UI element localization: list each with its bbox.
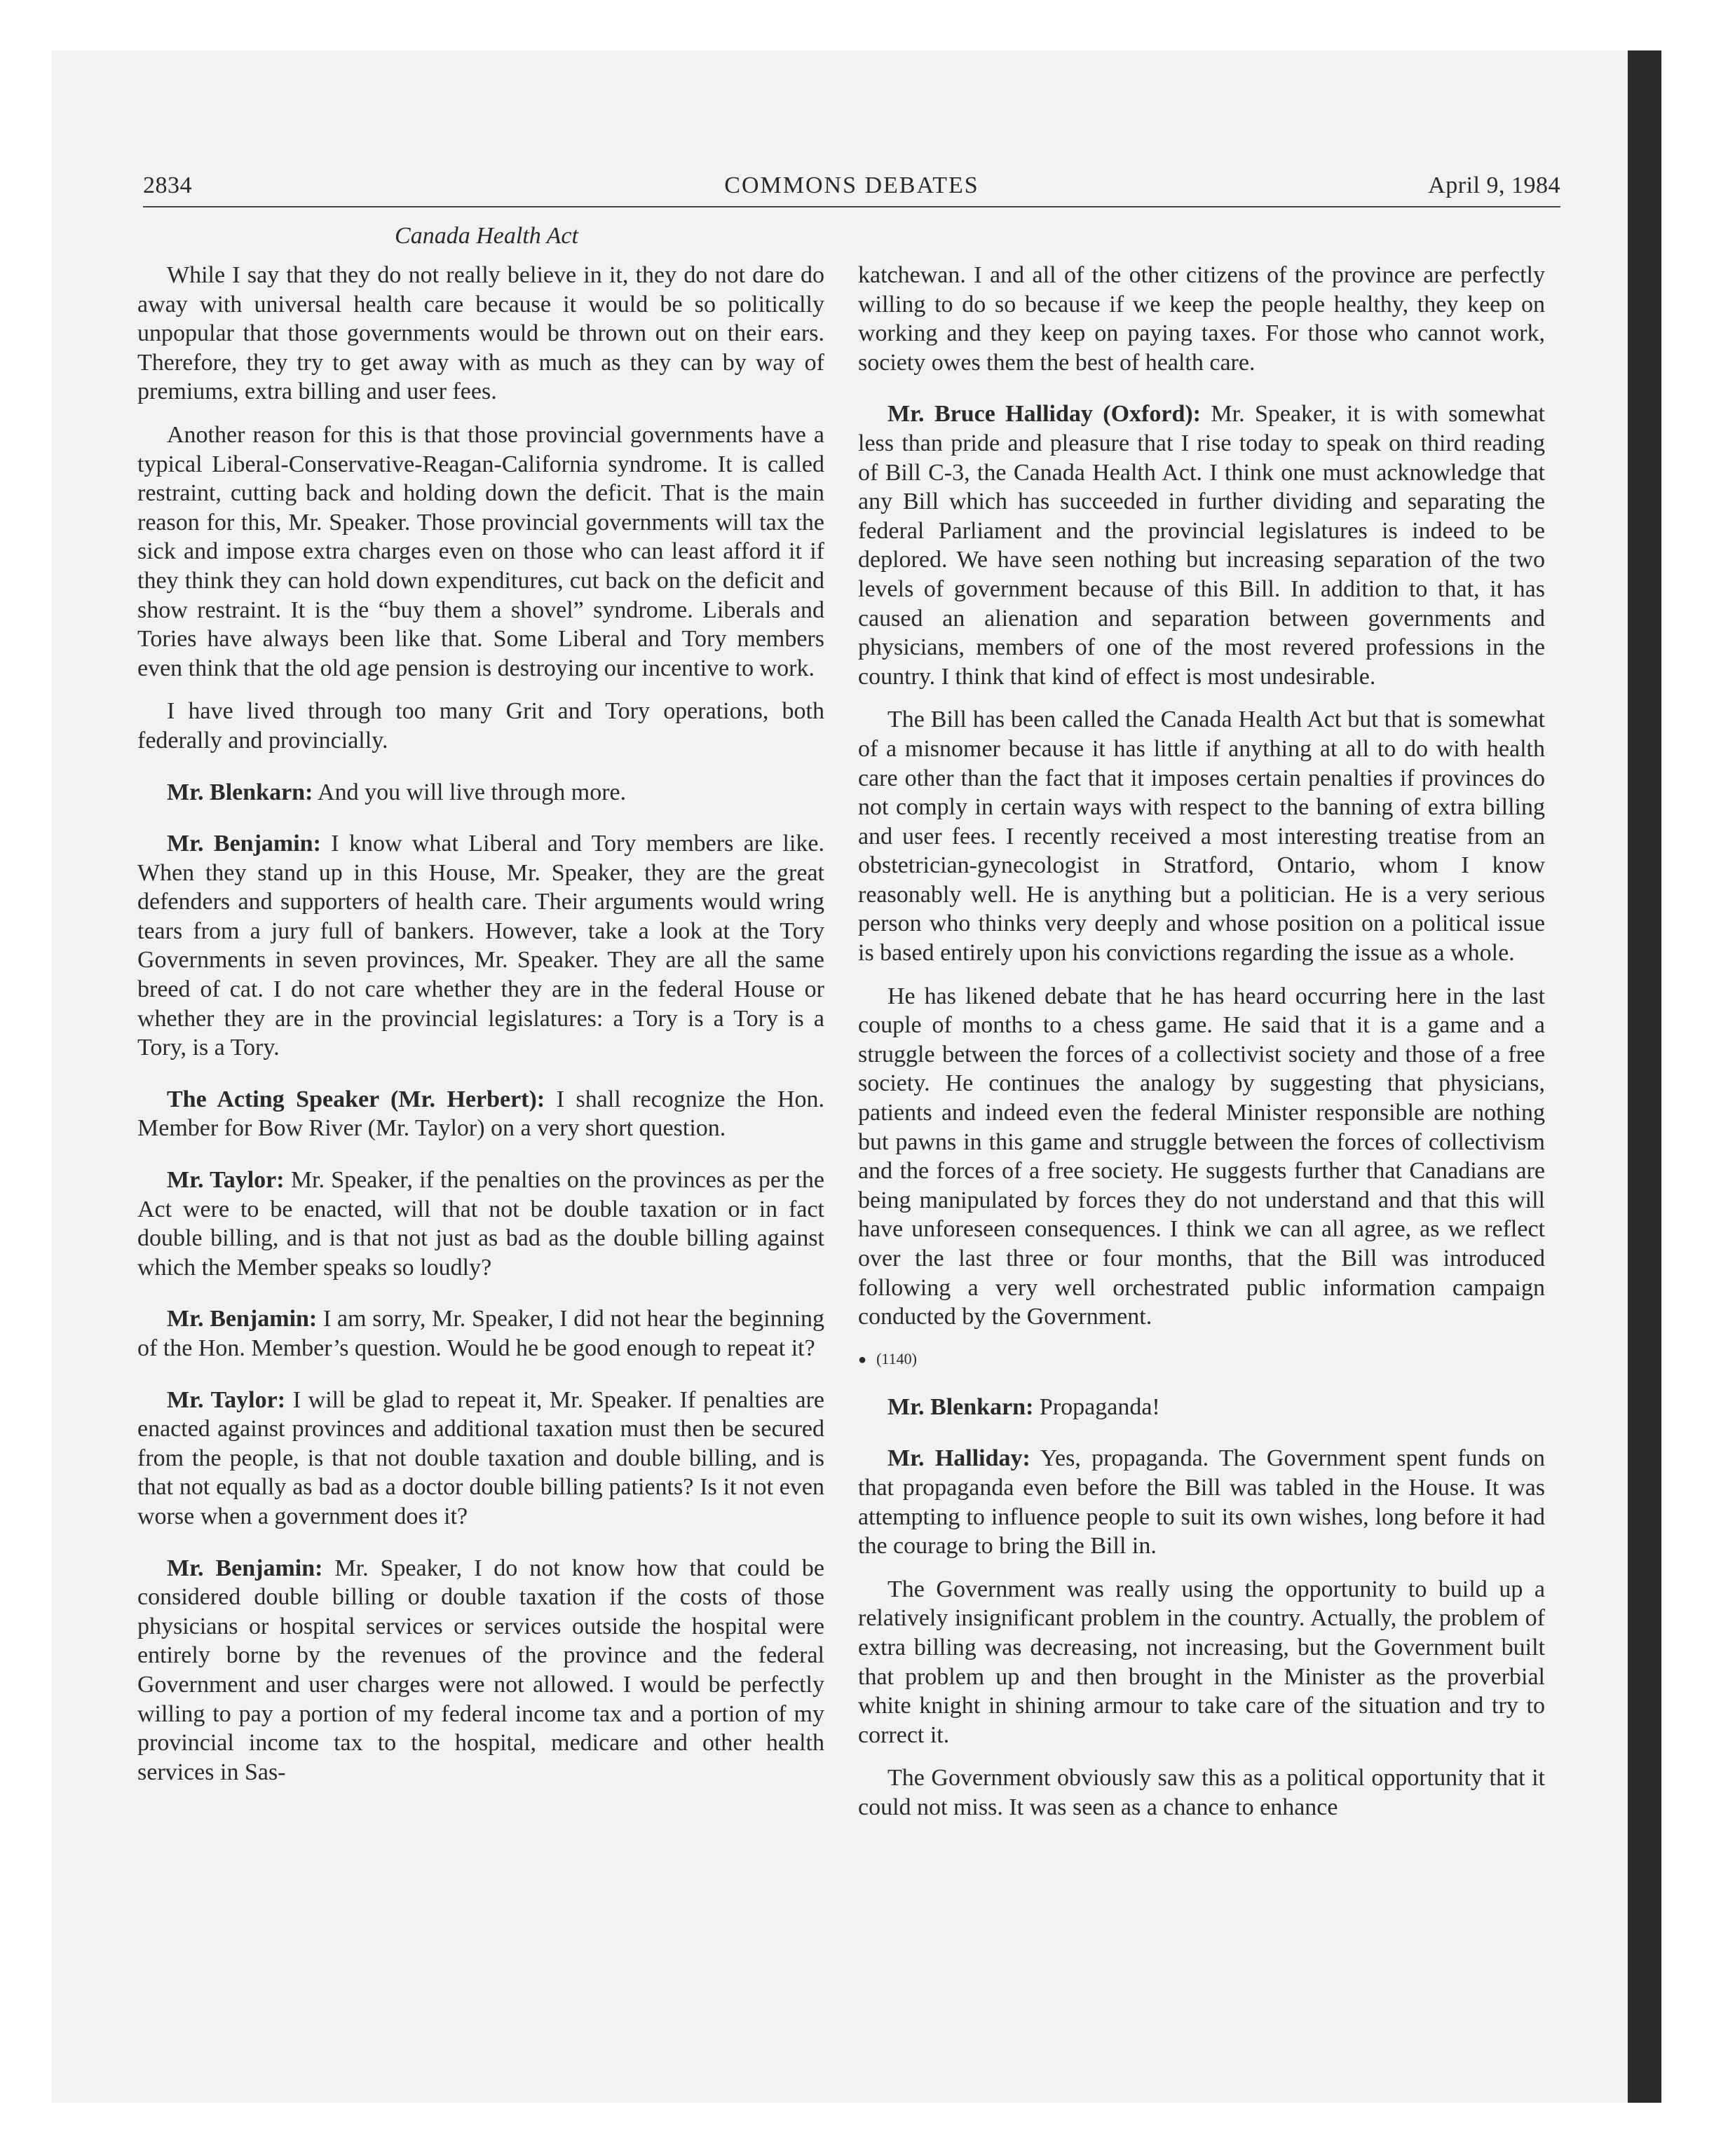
speech: Mr. Bruce Halliday (Oxford): Mr. Speaker, it is with somewhat less than pride and pleasure that I rise today to speak on third reading of Bill C-3, the Canada Health Act. I think one must acknowledge that any Bill which has succeeded in further dividing and separating the federal Parliament and the provincial legislatures is indeed to be deplored. We have seen nothing but increasing separation of the two levels of government because of this Bill. In addition to that, it has caused an alienation and separation between governments and physicians, members of one of the most revered professions in the country. I think that kind of effect is most undesirable. (858, 401, 1545, 690)
speaker-name: Mr. Benjamin: (167, 1306, 318, 1332)
speech: Mr. Taylor: Mr. Speaker, if the penalties on the provinces as per the Act were to be enacted, will that not be double taxation or in fact double billing, and is that not just as bad as the double billing against which the Member speaks so loudly? (137, 1167, 825, 1281)
speaker-name: Mr. Halliday: (887, 1445, 1030, 1472)
speech: The Acting Speaker (Mr. Herbert): I shall recognize the Hon. Member for Bow River (Mr. Taylor) on a very short question. (137, 1086, 825, 1142)
paragraph: While I say that they do not really believe in it, they do not dare do away with universal health care because it would be so politically unpopular that those governments would be thrown out on their ears. Therefore, they try to get away with as much as they can by way of premiums, extra billing and user fees. (137, 262, 824, 405)
speech: Mr. Blenkarn: And you will live through more. (167, 779, 627, 805)
speech: Mr. Benjamin: Mr. Speaker, I do not know how that could be considered double billing or double taxation if the costs of those physicians or hospital services or services outside the hospital were entirely borne by the revenues of the province and the federal Government and user charges were not allowed. I would be perfectly willing to pay a portion of my federal income tax and a portion of my provincial income tax to the hospital, medicare and other health services in Sas- (137, 1555, 824, 1785)
publication-date: April 9, 1984 (1428, 172, 1560, 198)
paragraph: I have lived through too many Grit and Tory operations, both federally and provincially. (137, 698, 824, 753)
left-column (137, 261, 824, 1787)
publication-title: COMMONS DEBATES (724, 172, 979, 198)
speaker-name: Mr. Blenkarn: (887, 1393, 1034, 1420)
scan-edge-shadow (1628, 50, 1661, 2103)
speaker-name: Mr. Benjamin: (167, 831, 321, 857)
time-marker: ● (1140) (858, 1349, 917, 1367)
speech: Mr. Benjamin: I know what Liberal and Tory members are like. When they stand up in this House, Mr. Speaker, they are the great defenders and supporters of health care. Their arguments would wring tears from a jury full of bankers. However, take a look at the Tory Governments in seven provinces, Mr. Speaker. They are all the same breed of cat. I do not care whether they are in the federal House or whether they are in the provincial legislatures: a Tory is a Tory is a Tory, is a Tory. (137, 831, 825, 1061)
speaker-name: Mr. Blenkarn: (167, 779, 313, 805)
page-number: 2834 (143, 172, 192, 198)
speaker-name: Mr. Taylor: (167, 1386, 286, 1413)
speaker-name: The Acting Speaker (Mr. Herbert): (167, 1086, 545, 1112)
speech: Mr. Taylor: I will be glad to repeat it, Mr. Speaker. If penalties are enacted against provinces and additional taxation must then be secured from the people, is that not double taxation and double billing, and is that not equally as bad as a doctor double billing patients? Is it not even worse when a government does it? (137, 1386, 824, 1529)
paragraph: The Bill has been called the Canada Health Act but that is somewhat of a misnomer because it has little if anything at all to do with health care other than the fact that it imposes certain penalties if provinces do not comply in certain ways with respect to the banning of extra billing and user fees. I recently received a most interesting treatise from an obstetrician-gynecologist in Stratford, Ontario, whom I know reasonably well. He is anything but a politician. He is a very serious person who thinks very deeply and whose position on a political issue is based entirely upon his convictions regarding the issue as a whole. (858, 707, 1545, 967)
speaker-name: Mr. Benjamin: (167, 1555, 323, 1581)
paragraph: The Government was really using the opportunity to build up a relatively insignificant problem in the country. Actually, the problem of extra billing was decreasing, not increasing, but the Government built that problem up and then brought in the Minister as the proverbial white knight in shining armour to take care of the situation and try to correct it. (858, 1576, 1545, 1748)
speaker-name: Mr. Taylor: (167, 1167, 285, 1194)
right-column (858, 261, 1545, 1822)
page-header (143, 172, 1560, 207)
section-title: Canada Health Act (395, 223, 578, 249)
speech: Mr. Blenkarn: Propaganda! (887, 1393, 1160, 1420)
speaker-name: Mr. Bruce Halliday (Oxford): (887, 401, 1201, 428)
paragraph: Another reason for this is that those provincial governments have a typical Liberal-Conservative-Reagan-California syndrome. It is called restraint, cutting back and holding down the deficit. That is the main reason for this, Mr. Speaker. Those provincial governments will tax the sick and impose extra charges even on those who can least afford it if they think they can hold down expenditures, cut back on the deficit and show restraint. It is the “buy them a shovel” syndrome. Liberals and Tories have always been like that. Some Liberal and Tory members even think that the old age pension is destroying our incentive to work. (137, 421, 824, 681)
speech: Mr. Halliday: Yes, propaganda. The Government spent funds on that propaganda even before the Bill was tabled in the House. It was attempting to influence people to suit its own wishes, long before it had the courage to bring the Bill in. (858, 1445, 1545, 1560)
speech: Mr. Benjamin: I am sorry, Mr. Speaker, I did not hear the beginning of the Hon. Member’s question. Would he be good enough to repeat it? (137, 1306, 825, 1361)
paragraph: katchewan. I and all of the other citizens of the province are perfectly willing to do so because if we keep the people healthy, they keep on working and they keep on paying taxes. For those who cannot work, society owes them the best of health care. (858, 262, 1545, 376)
paragraph: He has likened debate that he has heard occurring here in the last couple of months to a chess game. He said that it is a game and a struggle between the forces of a collectivist society and those of a free society. He continues the analogy by suggesting that physicians, patients and indeed even the federal Minister responsible are nothing but pawns in this game and struggle between the forces of collectivism and the forces of a free society. He suggests further that Canadians are being manipulated by forces they do not understand and that this will have unforeseen consequences. I think we can all agree, as we reflect over the last three or four months, that the Bill was introduced following a very well orchestrated public information campaign conducted by the Government. (858, 983, 1545, 1330)
paragraph: The Government obviously saw this as a political opportunity that it could not miss. It was seen as a chance to enhance (858, 1765, 1545, 1820)
bullet-icon: ● (858, 1351, 867, 1367)
